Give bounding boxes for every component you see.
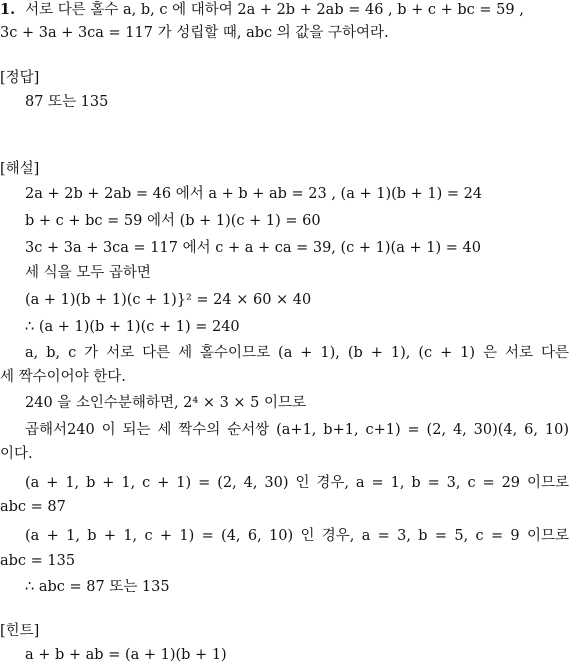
solution-line: abc = 87 bbox=[0, 499, 66, 515]
solution-line: 이다. bbox=[0, 446, 33, 462]
solution-heading: [해설] bbox=[0, 161, 40, 177]
problem-line-2: 3c + 3a + 3ca = 117 가 성립할 때, abc 의 값을 구하여라. bbox=[0, 25, 389, 41]
solution-line: ∴ (a + 1)(b + 1)(c + 1) = 240 bbox=[25, 319, 240, 335]
solution-line: a, b, c 가 서로 다른 세 홀수이므로 (a + 1), (b + 1), (c + 1) 은 서로 다른 bbox=[25, 345, 569, 361]
solution-line: (a + 1, b + 1, c + 1) = (2, 4, 30) 인 경우, a = 1, b = 3, c = 29 이므로 bbox=[25, 475, 569, 491]
answer-heading: [정답] bbox=[0, 70, 40, 86]
solution-line: ∴ abc = 87 또는 135 bbox=[25, 579, 170, 595]
solution-line: 세 짝수이어야 한다. bbox=[0, 369, 126, 385]
solution-line: 240 을 소인수분해하면, 2⁴ × 3 × 5 이므로 bbox=[25, 395, 307, 411]
solution-line: 2a + 2b + 2ab = 46 에서 a + b + ab = 23 , (a + 1)(b + 1) = 24 bbox=[25, 186, 483, 202]
problem-text-1: 서로 다른 홀수 a, b, c 에 대하여 2a + 2b + 2ab = 46 , b + c + bc = 59 , bbox=[25, 2, 524, 18]
hint-heading: [힌트] bbox=[0, 623, 40, 639]
solution-line: abc = 135 bbox=[0, 553, 76, 569]
solution-line: 곱해서240 이 되는 세 짝수의 순서쌍 (a+1, b+1, c+1) = (2, 4, 30)(4, 6, 10) bbox=[25, 422, 569, 438]
solution-line: (a + 1, b + 1, c + 1) = (4, 6, 10) 인 경우, a = 3, b = 5, c = 9 이므로 bbox=[25, 528, 569, 544]
problem-line-1 bbox=[0, 0, 569, 20]
solution-line: 3c + 3a + 3ca = 117 에서 c + a + ca = 39, (c + 1)(a + 1) = 40 bbox=[25, 240, 481, 256]
solution-line: (a + 1)(b + 1)(c + 1)}² = 24 × 60 × 40 bbox=[25, 292, 312, 308]
hint-text: a + b + ab = (a + 1)(b + 1) bbox=[25, 647, 227, 663]
solution-line: 세 식을 모두 곱하면 bbox=[25, 265, 151, 281]
answer-text: 87 또는 135 bbox=[25, 94, 109, 110]
problem-number: 1. bbox=[0, 1, 16, 18]
solution-line: b + c + bc = 59 에서 (b + 1)(c + 1) = 60 bbox=[25, 213, 321, 229]
